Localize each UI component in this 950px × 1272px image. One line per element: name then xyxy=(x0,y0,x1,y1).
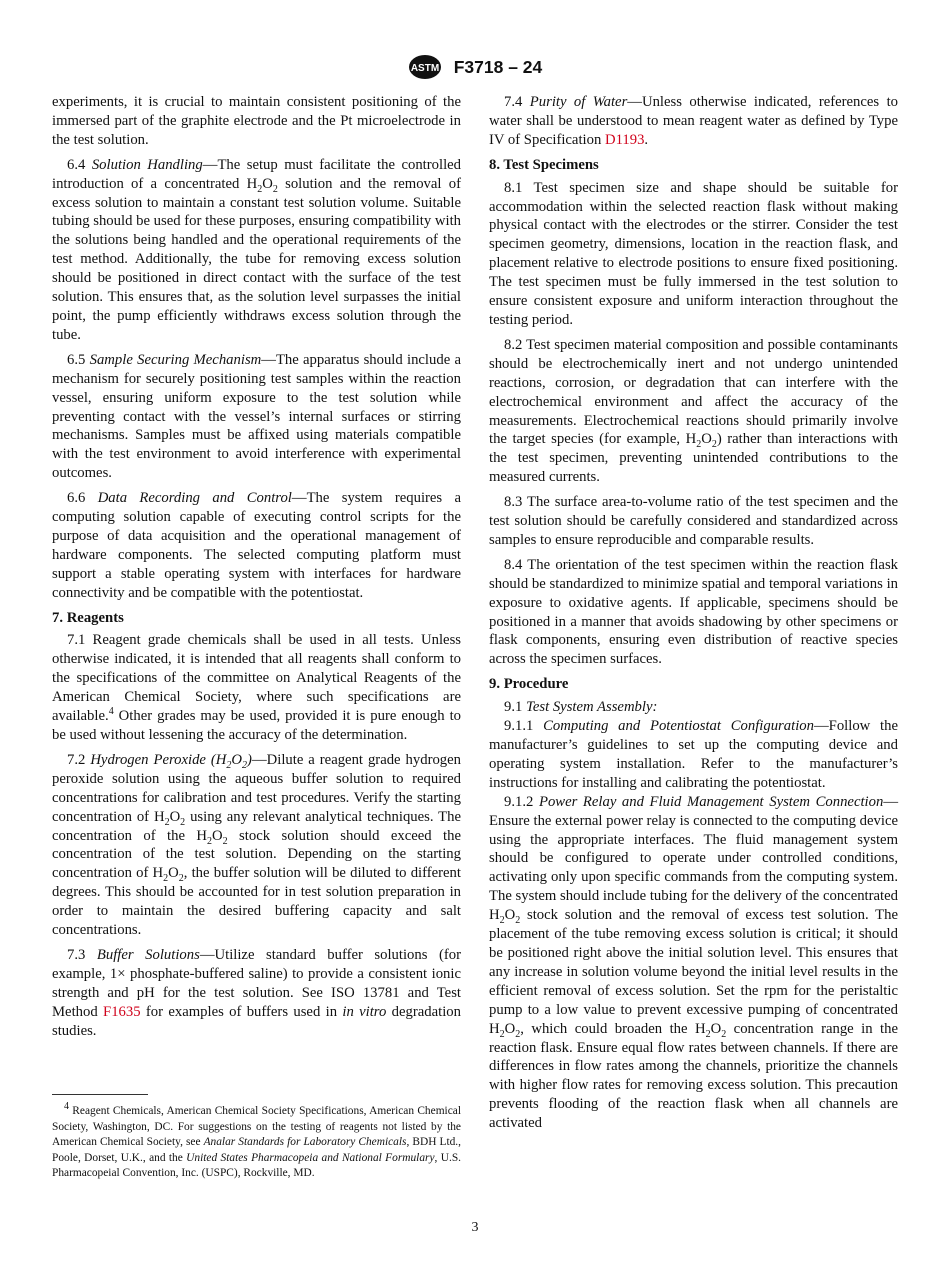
text-run[interactable]: for examples of buffers used in xyxy=(140,1003,343,1020)
italic-run: Purity of Water xyxy=(529,94,628,110)
text-run[interactable]: 9.1.1 xyxy=(504,718,544,735)
text-run[interactable]: 9. Procedure xyxy=(489,676,569,693)
text-run[interactable]: , BDH Ltd., Poole, Dorset, U.K., and the xyxy=(52,1136,461,1164)
italic-run: in vitro xyxy=(342,1003,387,1020)
subscript: 2 xyxy=(180,816,186,828)
text-run[interactable]: —The apparatus should include a mechanism for securely positioning test samples within the reaction vessel, ensuring uniform exposure to the test solution while preventing contact with the vessel’s internal surfaces or stirring mechanisms. Samples must be affixed using materials compatible with the test environment to avoid interference with experimental outcomes. xyxy=(52,351,461,482)
italic-run: Data Recording and Control xyxy=(97,490,292,507)
subscript: 2 xyxy=(272,183,278,195)
text-run[interactable]: 8.4 The orientation of the test specimen within the reaction flask should be standardized to minimize spatial and temporal variations in exposure to oxidative agents. If applicable, specimens should be positioned in a manner that avoids shadowing by other specimens or flask components, ensuring even distribution of reactive species across the specimen surfaces. xyxy=(489,556,898,668)
subscript: 2 xyxy=(226,759,232,771)
text-run[interactable]: ) rather than interactions with the test specimen, preventing unintended contributions to the measured currents. xyxy=(489,431,898,486)
text-run[interactable]: 6.4 xyxy=(67,156,92,173)
section-heading xyxy=(489,156,898,175)
svg-text:ASTM: ASTM xyxy=(410,63,439,74)
italic-run: United States Pharmacopeia and National Formulary xyxy=(186,1151,435,1164)
standard-link[interactable]: D1193 xyxy=(604,131,645,148)
text-run[interactable]: 7.4 xyxy=(504,94,530,110)
text-run[interactable]: —Dilute a reagent grade hydrogen peroxide solution using the aqueous buffer solution to required concentrations for calibration and test procedures. Verify the starting concentration of H xyxy=(52,751,462,825)
text-run[interactable]: O xyxy=(168,865,179,882)
subscript: 2 xyxy=(515,1028,521,1040)
subscript: 2 xyxy=(696,439,702,451)
footnote-reference: 4 xyxy=(64,1101,69,1113)
subscript: 2 xyxy=(705,1028,711,1040)
paragraph xyxy=(52,946,461,1041)
subscript: 2 xyxy=(163,873,169,885)
text-run[interactable]: 6.5 xyxy=(67,351,90,368)
italic-run: O xyxy=(231,751,243,768)
text-run[interactable]: 7.2 xyxy=(67,751,91,768)
italic-run: Buffer Solutions xyxy=(96,946,200,963)
subscript: 2 xyxy=(711,439,717,451)
section-heading xyxy=(52,609,461,628)
footnote-reference: 4 xyxy=(108,706,114,718)
subscript: 2 xyxy=(164,816,170,828)
designation: F3718 – 24 xyxy=(453,56,543,77)
paragraph xyxy=(489,493,898,550)
paragraph xyxy=(52,751,461,940)
text-run[interactable]: —The system requires a computing solution capable of executing control scripts for the purpose of data acquisition and the operational management of hardware components. The selected computing platform must support a stable operating system with interfaces for hardware connectivity and be compatible with the potentiostat. xyxy=(52,490,461,601)
footnote xyxy=(52,1101,462,1182)
paragraph xyxy=(489,793,898,1133)
subscript: 2 xyxy=(222,835,228,847)
text-run[interactable]: concentration range in the reaction flask. Ensure equal flow rates between channels. If there are differences in flow rates among the channels, prioritize the channels with higher flow rates for removing excess solution. This precaution prevents flooding of the reaction flask when all channels are activated xyxy=(489,1020,898,1132)
paragraph xyxy=(52,93,461,150)
text-run[interactable]: degradation studies. xyxy=(52,1003,461,1039)
text-run[interactable]: Reagent Chemicals, American Chemical Society Specifications, American Chemical Society, Washington, DC. For suggestions on the testing of reagents not listed by the American Chemical Society, see xyxy=(52,1105,461,1149)
paragraph xyxy=(489,717,898,793)
page-number: 3 xyxy=(471,1220,479,1235)
paragraph xyxy=(489,698,898,717)
italic-run: Test System Assembly: xyxy=(526,699,658,716)
text-run[interactable]: 6.6 xyxy=(67,490,98,507)
text-run[interactable]: 7. Reagents xyxy=(52,609,124,626)
text-run[interactable]: O xyxy=(710,1020,722,1037)
subscript: 2 xyxy=(207,835,213,847)
subscript: 2 xyxy=(515,915,521,927)
italic-run: Sample Securing Mechanism xyxy=(89,351,262,368)
text-run[interactable]: —Ensure the external power relay is connected to the computing device using the appropriate interfaces. The fluid management system should be configured to operate under controlled conditions, activating only upon specific commands from the computing system. The system should include tubing for the delivery of the concentrated H xyxy=(489,793,899,924)
text-run[interactable]: using any relevant analytical techniques. The concentration of the H xyxy=(52,808,461,844)
subscript: 2 xyxy=(242,759,248,771)
text-run[interactable]: —Follow the manufacturer’s guidelines to set up the computing device and operating system installation. Refer to the manufacturer’s instructions for installing and calibrating the potentiostat. xyxy=(489,718,898,791)
text-run[interactable]: 8.2 Test specimen material composition and possible contaminants should be electrochemically inert and not undergo unintended reactions, corrosion, or degradation that can interfere with the electrochemical environment and affect the accuracy of the measurements. Electrochemical reactions should primarily involve the target species (for example, H xyxy=(489,336,898,448)
subscript: 2 xyxy=(721,1028,727,1040)
italic-run: Analar Standards for Laboratory Chemicals xyxy=(203,1136,407,1149)
text-run[interactable]: —Utilize standard buffer solutions (for example, 1× phosphate-buffered saline) to provide a consistent ionic strength and pH for the test solution. See ISO 13781 and Test Method xyxy=(52,946,462,1020)
text-run[interactable]: 9.1.2 xyxy=(504,793,539,810)
italic-run: ) xyxy=(247,751,252,768)
paragraph xyxy=(489,93,898,150)
text-run[interactable]: O xyxy=(504,907,516,924)
text-run[interactable]: 8. Test Specimens xyxy=(489,156,599,173)
text-run[interactable]: 7.1 Reagent grade chemicals shall be used in all tests. Unless otherwise indicated, it is intended that all reagents shall conform to the specifications of the committee on Analytical Reagents of the American Chemical Society, where such specifications are available. xyxy=(52,632,461,725)
paragraph xyxy=(52,156,461,345)
text-run[interactable]: O xyxy=(212,827,223,844)
italic-run: Power Relay and Fluid Management System Connection xyxy=(538,793,884,810)
paragraph xyxy=(489,336,898,487)
right-column xyxy=(489,93,898,1139)
text-run[interactable]: 7.3 xyxy=(67,946,97,963)
standard-link[interactable]: F1635 xyxy=(103,1003,141,1020)
text-run[interactable]: O xyxy=(169,808,181,825)
italic-run: Solution Handling xyxy=(91,156,203,173)
text-run[interactable]: 8.3 The surface area-to-volume ratio of the test specimen and the test solution should be carefully considered and standardized across samples to ensure reproducible and comparable results. xyxy=(489,494,898,548)
text-run[interactable]: . xyxy=(644,131,649,148)
text-run[interactable]: , the buffer solution will be diluted to different degrees. This should be accounted for in test solution preparation in order to maintain the desired buffering capacity and salt concentrations. xyxy=(52,865,461,939)
paragraph xyxy=(489,179,898,330)
section-heading xyxy=(489,675,898,694)
astm-logo-icon xyxy=(408,54,442,80)
footnote-divider xyxy=(52,1094,148,1095)
text-run[interactable]: 8.1 Test specimen size and shape should be suitable for accommodation within the selected reaction flask without making physical contact with the electrodes or the stirrer. Consider the test specimen geometry, dimensions, location in the reaction flask, and placement relative to electrode positions to ensure fixed positioning. The test specimen must be fully immersed in the test solution to ensure consistent exposure and uniform interaction throughout the testing period. xyxy=(489,179,898,328)
subscript: 2 xyxy=(178,873,184,885)
subscript: 2 xyxy=(499,915,505,927)
italic-run: Computing and Potentiostat Configuration xyxy=(543,718,814,735)
text-run[interactable]: O xyxy=(262,175,273,192)
paragraph xyxy=(52,351,461,483)
text-run[interactable]: O xyxy=(701,431,712,448)
text-run[interactable]: , U.S. Pharmacopeial Convention, Inc. (USPC), Rockville, MD. xyxy=(52,1151,462,1180)
text-run[interactable]: stock solution and the removal of excess test solution. The placement of the tube removing excess solution is critical; it should be positioned right above the initial solution level. This ensures that any increase in solution volume beyond the initial level results in the efficient removal of excess solution. Set the rpm for the peristaltic pump to a low value to prevent excessive pumping of concentrated H xyxy=(489,907,898,1037)
text-run[interactable]: 9.1 xyxy=(504,699,527,716)
subscript: 2 xyxy=(257,183,263,195)
text-run[interactable]: —The setup must facilitate the controlled introduction of a concentrated H xyxy=(52,156,462,192)
page-header xyxy=(0,54,950,80)
text-run[interactable]: stock solution should exceed the concentration of the test solution. Depending on the starting concentration of H xyxy=(52,827,461,882)
footnote-text xyxy=(52,1101,462,1182)
text-run[interactable]: solution and the removal of excess solution to maintain a constant test solution volume. Suitable tubing should be used for these purposes, ensuring compatibility with the solutions being handled and the operational requirements of the test method. Additionally, the tube for removing excess solution should be positioned in direct contact with the surface of the test solution. This ensures that, as the solution level surpasses the initial point, the pump efficiently withdraws excess solution through the tube. xyxy=(52,175,461,343)
text-run[interactable]: Other grades may be used, provided it is pure enough to be used without lessening the accuracy of the determination. xyxy=(52,708,461,743)
paragraph xyxy=(489,556,898,669)
text-run[interactable]: —Unless otherwise indicated, references to water shall be understood to mean reagent water as defined by Type IV of Specification xyxy=(489,94,898,148)
text-run[interactable]: experiments, it is crucial to maintain consistent positioning of the immersed part of the graphite electrode and the Pt microelectrode in the test solution. xyxy=(52,94,461,148)
paragraph xyxy=(52,631,461,744)
subscript: 2 xyxy=(499,1028,505,1040)
left-column xyxy=(52,93,461,1047)
text-run[interactable]: , which could broaden the H xyxy=(520,1020,706,1037)
italic-run: Hydrogen Peroxide (H xyxy=(90,751,227,768)
paragraph xyxy=(52,489,461,602)
text-run[interactable]: O xyxy=(504,1020,516,1037)
